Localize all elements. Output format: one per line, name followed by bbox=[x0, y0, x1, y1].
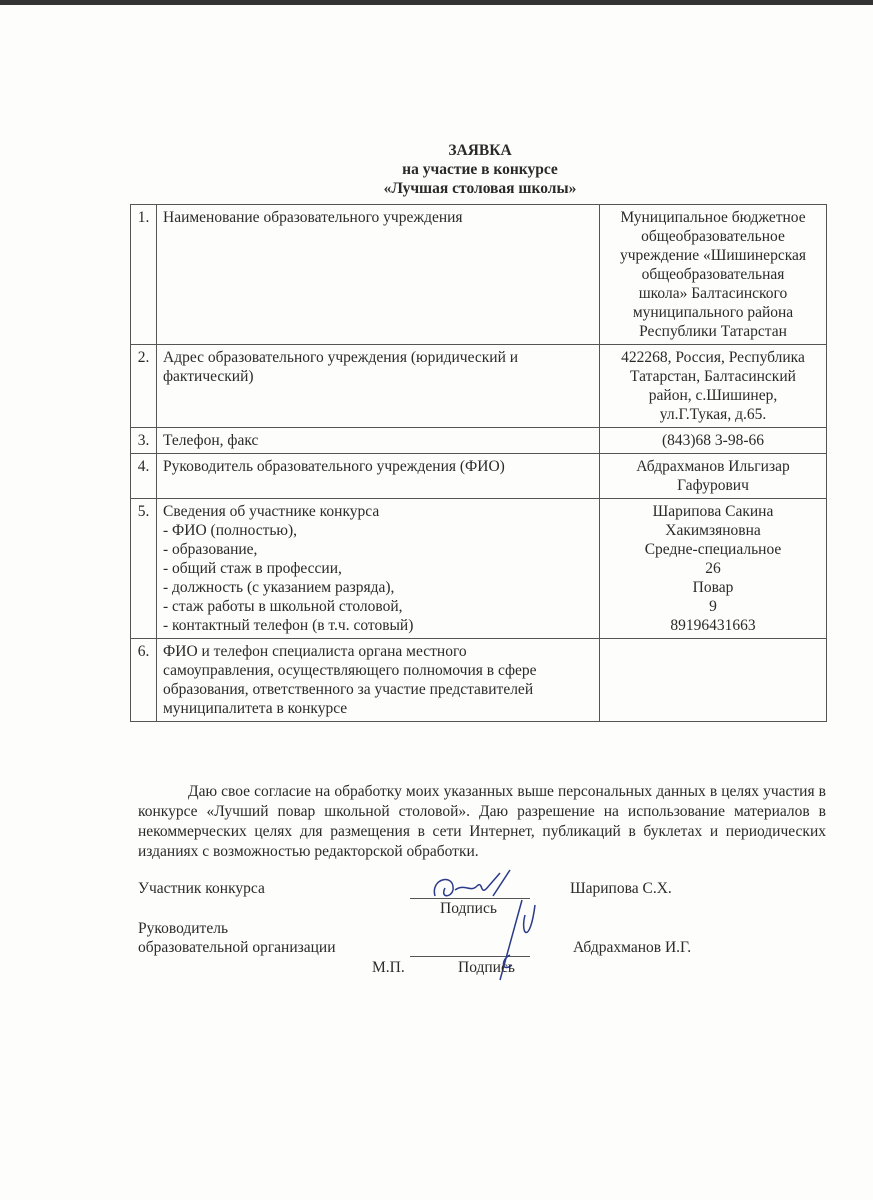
row-value bbox=[600, 499, 827, 639]
value-line: Гафурович bbox=[677, 477, 749, 494]
value-line: 422268, Россия, Республика bbox=[621, 349, 805, 366]
scan-edge bbox=[0, 0, 873, 5]
label-line: Сведения об участнике конкурса bbox=[163, 503, 380, 520]
value-line: Абдрахманов Ильгизар bbox=[636, 458, 790, 475]
head-label-2: образовательной организации bbox=[138, 939, 336, 956]
label-line: Телефон, факс bbox=[163, 432, 259, 449]
application-table bbox=[130, 204, 827, 722]
table-row bbox=[131, 428, 827, 454]
value-line: Муниципальное бюджетное bbox=[620, 209, 806, 226]
label-line: - стаж работы в школьной столовой, bbox=[163, 598, 403, 615]
value-line: Шарипова Сакина bbox=[652, 503, 774, 520]
label-line: муниципалитета в конкурсе bbox=[163, 700, 348, 717]
row-label bbox=[157, 454, 600, 499]
signature-caption: Подпись bbox=[458, 959, 515, 976]
label-line: самоуправления, осуществляющего полномочия в сфере bbox=[163, 662, 537, 679]
value-line: 9 bbox=[709, 598, 717, 615]
label-line: Наименование образовательного учреждения bbox=[163, 209, 463, 226]
stamp-label: М.П. bbox=[372, 959, 405, 976]
label-line: - контактный телефон (в т.ч. сотовый) bbox=[163, 617, 414, 634]
row-label bbox=[157, 639, 600, 722]
row-value bbox=[600, 454, 827, 499]
signature-caption: Подпись bbox=[440, 900, 497, 917]
label-line: фактический) bbox=[163, 368, 254, 385]
row-number: 3. bbox=[131, 428, 157, 454]
label-line: ФИО и телефон специалиста органа местного bbox=[163, 643, 467, 660]
row-label bbox=[157, 205, 600, 345]
consent-paragraph: Даю свое согласие на обработку моих указанных выше персональных данных в целях участия в конкурсе «Лучший повар школьной столовой». Даю разрешение на использование материалов в некоммерческих целях для размещения в сети Интернет, публикаций в буклетах и периодических изданиях с возможностью редакторской обработки. bbox=[138, 783, 826, 860]
value-line: Республики Татарстан bbox=[639, 323, 787, 340]
row-number: 2. bbox=[131, 345, 157, 428]
participant-label: Участник конкурса bbox=[138, 880, 265, 897]
value-line: общеобразовательное bbox=[641, 228, 785, 245]
label-line: - должность (с указанием разряда), bbox=[163, 579, 395, 596]
row-number: 6. bbox=[131, 639, 157, 722]
row-label bbox=[157, 499, 600, 639]
table-row bbox=[131, 345, 827, 428]
row-value bbox=[600, 345, 827, 428]
value-line: общеобразовательная bbox=[641, 266, 785, 283]
row-label bbox=[157, 428, 600, 454]
label-line: - образование, bbox=[163, 541, 258, 558]
participant-name: Шарипова С.Х. bbox=[570, 880, 672, 897]
doc-title: ЗАЯВКА bbox=[448, 142, 512, 159]
value-line: учреждение «Шишинерская bbox=[619, 247, 806, 264]
doc-subtitle: на участие в конкурсе bbox=[402, 161, 558, 178]
label-line: образования, ответственного за участие представителей bbox=[163, 681, 534, 698]
contest-name: «Лучшая столовая школы» bbox=[383, 180, 577, 197]
label-line: - ФИО (полностью), bbox=[163, 522, 298, 539]
label-line: Руководитель образовательного учреждения (ФИО) bbox=[163, 458, 505, 475]
value-line: (843)68 3-98-66 bbox=[661, 432, 765, 449]
row-value bbox=[600, 205, 827, 345]
table-row bbox=[131, 454, 827, 499]
row-value bbox=[600, 639, 827, 722]
value-line: Повар bbox=[692, 579, 734, 596]
row-label bbox=[157, 345, 600, 428]
head-name: Абдрахманов И.Г. bbox=[573, 939, 692, 956]
value-line: 89196431663 bbox=[670, 617, 756, 634]
head-label-1: Руководитель bbox=[138, 920, 229, 937]
label-line: Адрес образовательного учреждения (юридический и bbox=[163, 349, 519, 366]
value-line: район, с.Шишинер, bbox=[648, 387, 778, 404]
row-number: 5. bbox=[131, 499, 157, 639]
row-number: 1. bbox=[131, 205, 157, 345]
table-row bbox=[131, 639, 827, 722]
table-row bbox=[131, 205, 827, 345]
value-line: 26 bbox=[705, 560, 721, 577]
value-line: Средне-специальное bbox=[644, 541, 782, 558]
value-line: Татарстан, Балтасинский bbox=[630, 368, 796, 385]
row-value bbox=[600, 428, 827, 454]
value-line: школа» Балтасинского bbox=[638, 285, 788, 302]
value-line: Хакимзяновна bbox=[665, 522, 761, 539]
table-row bbox=[131, 499, 827, 639]
row-number: 4. bbox=[131, 454, 157, 499]
value-line: муниципального района bbox=[632, 304, 794, 321]
value-line: ул.Г.Тукая, д.65. bbox=[659, 406, 767, 423]
label-line: - общий стаж в профессии, bbox=[163, 560, 342, 577]
